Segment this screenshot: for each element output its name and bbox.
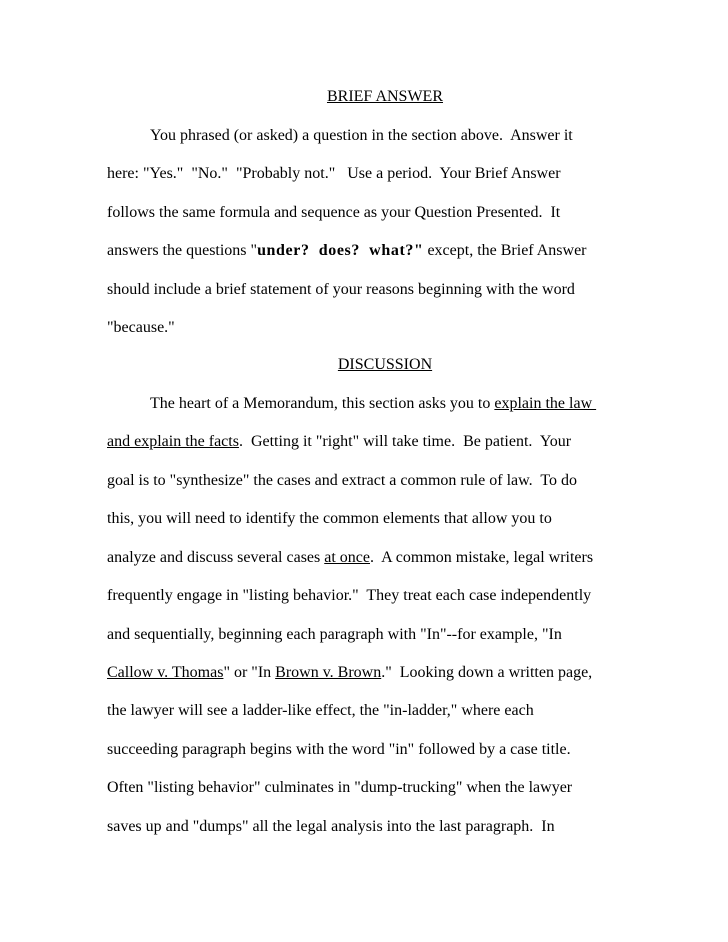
discussion-line-8-mid: " or "In bbox=[223, 664, 276, 681]
explain-the-facts-underline: and explain the facts bbox=[107, 433, 239, 450]
case-brown-v-brown: Brown v. Brown bbox=[275, 664, 382, 681]
brief-answer-bold-questions: under? does? what?" bbox=[257, 242, 424, 259]
discussion-line-6: frequently engage in "listing behavior." They treat each case independently bbox=[107, 587, 592, 604]
discussion-line-5 bbox=[107, 548, 593, 568]
brief-answer-line-2: here: "Yes." "No." "Probably not." Use a period. Your Brief Answer bbox=[107, 165, 561, 182]
discussion-line-12: saves up and "dumps" all the legal analysis into the last paragraph. In bbox=[107, 818, 555, 835]
discussion-line-3: goal is to "synthesize" the cases and extract a common rule of law. To do bbox=[107, 472, 578, 489]
discussion-line-5-before: analyze and discuss several cases bbox=[107, 549, 325, 566]
discussion-line-2-after: . Getting it "right" will take time. Be patient. Your bbox=[238, 433, 572, 450]
discussion-line-1 bbox=[150, 394, 596, 414]
discussion-line-10: succeeding paragraph begins with the word "in" followed by a case title. bbox=[107, 741, 571, 758]
discussion-heading: DISCUSSION bbox=[337, 356, 433, 373]
discussion-line-5-after: . A common mistake, legal writers bbox=[370, 549, 594, 566]
explain-the-law-underline: explain the law bbox=[494, 395, 597, 412]
brief-answer-line-6: "because." bbox=[107, 319, 175, 336]
discussion-line-1-before: The heart of a Memorandum, this section asks you to bbox=[150, 395, 495, 412]
brief-answer-heading: BRIEF ANSWER bbox=[326, 88, 443, 105]
brief-answer-line-1: You phrased (or asked) a question in the section above. Answer it bbox=[150, 127, 573, 144]
discussion-line-8-after: ." Looking down a written page, bbox=[381, 664, 593, 681]
brief-answer-line-5: should include a brief statement of your reasons beginning with the word bbox=[107, 281, 575, 298]
discussion-line-7: and sequentially, beginning each paragraph with "In"--for example, "In bbox=[107, 626, 562, 643]
brief-answer-line-4-after: except, the Brief Answer bbox=[423, 242, 587, 259]
brief-answer-line-4-before: answers the questions " bbox=[107, 242, 258, 259]
discussion-line-2 bbox=[107, 432, 571, 452]
at-once-underline: at once bbox=[324, 549, 370, 566]
discussion-line-8 bbox=[107, 663, 592, 683]
discussion-line-9: the lawyer will see a ladder-like effect, the "in-ladder," where each bbox=[107, 702, 534, 719]
discussion-line-4: this, you will need to identify the common elements that allow you to bbox=[107, 510, 552, 527]
brief-answer-line-4 bbox=[107, 241, 587, 261]
discussion-line-11: Often "listing behavior" culminates in "dump-trucking" when the lawyer bbox=[107, 779, 573, 796]
brief-answer-line-3: follows the same formula and sequence as your Question Presented. It bbox=[107, 204, 561, 221]
case-callow-v-thomas: Callow v. Thomas bbox=[107, 664, 224, 681]
